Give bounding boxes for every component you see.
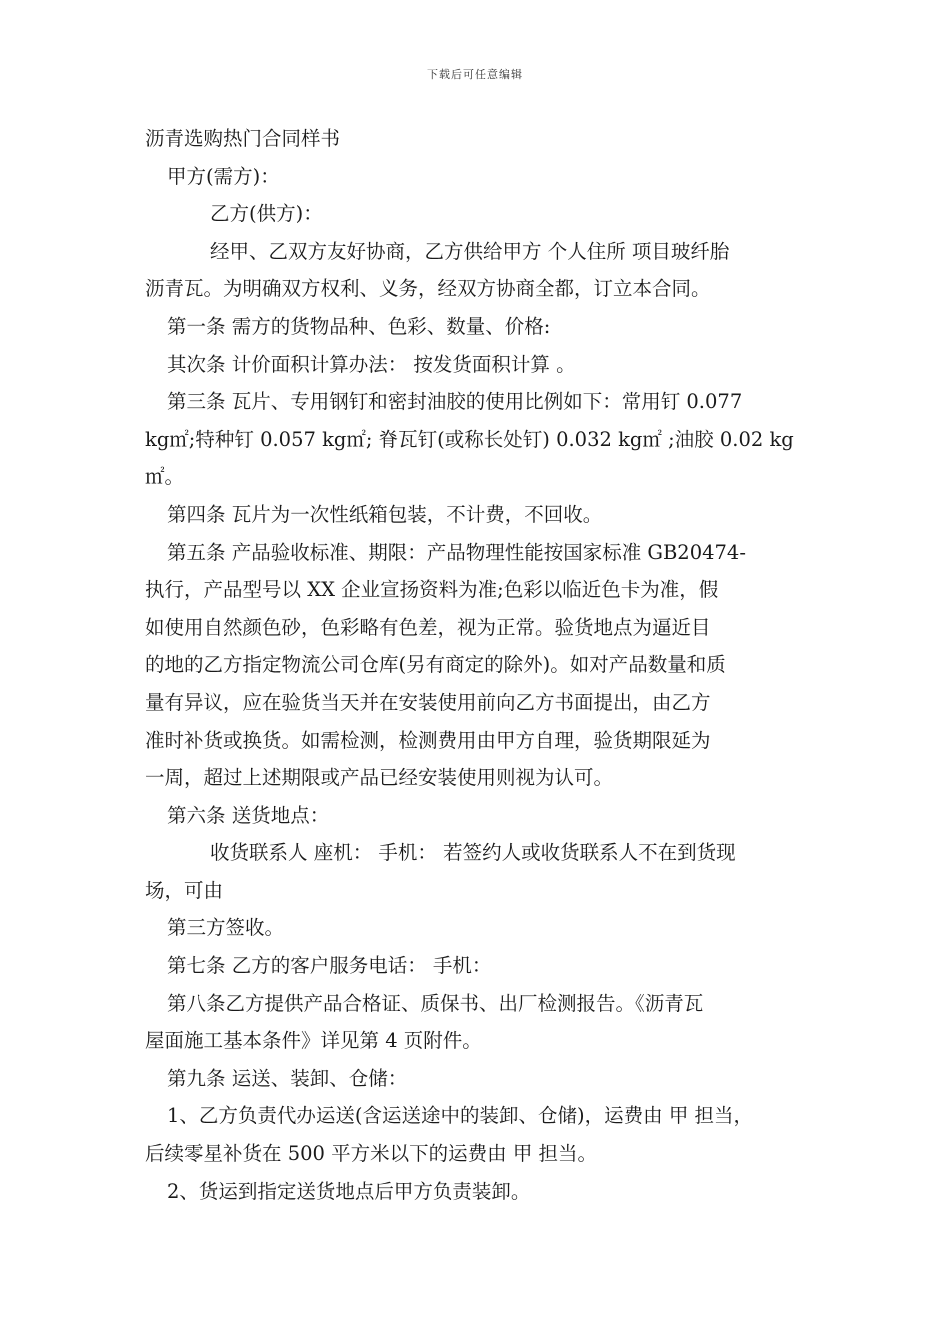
paragraph-line: 经甲、乙双方友好协商，乙方供给甲方 个人住所 项目玻纤胎 bbox=[210, 239, 730, 263]
clause-7-line: 第七条 乙方的客户服务电话： 手机： bbox=[167, 954, 492, 978]
clause-4-line: 第四条 瓦片为一次性纸箱包装，不计费，不回收。 bbox=[167, 502, 603, 526]
paragraph-line: 量有异议，应在验货当天并在安装使用前向乙方书面提出，由乙方 bbox=[145, 690, 711, 714]
clause-9-line: 第九条 运送、装卸、仓储： bbox=[167, 1066, 408, 1090]
paragraph-line: 第三方签收。 bbox=[167, 916, 285, 940]
paragraph-line: 后续零星补货在 500 平方米以下的运费由 甲 担当。 bbox=[145, 1142, 598, 1166]
paragraph-line: ㎡。 bbox=[145, 465, 185, 489]
paragraph-line: 准时补货或换货。如需检测，检测费用由甲方自理，验货期限延为 bbox=[145, 728, 711, 752]
paragraph-line: 如使用自然颜色砂，色彩略有色差，视为正常。验货地点为逼近目 bbox=[145, 615, 711, 639]
party-b-line: 乙方(供方)： bbox=[210, 202, 323, 226]
paragraph-line: 执行，产品型号以 XX 企业宣扬资料为准;色彩以临近色卡为准，假 bbox=[145, 578, 719, 602]
paragraph-line: 场，可由 bbox=[145, 878, 224, 902]
paragraph-line: kg㎡;特种钉 0.057 kg㎡; 脊瓦钉(或称长处钉) 0.032 kg㎡ ;油胶 0.02 kg bbox=[145, 427, 794, 451]
party-a-line: 甲方(需方)： bbox=[167, 164, 280, 188]
paragraph-line: 一周，超过上述期限或产品已经安装使用则视为认可。 bbox=[145, 766, 614, 790]
paragraph-line: 收货联系人 座机： 手机： 若签约人或收货联系人不在到货现 bbox=[210, 841, 736, 865]
list-item-line: 1、乙方负责代办运送(含运送途中的装卸、仓储)，运费由 甲 担当， bbox=[167, 1104, 754, 1128]
clause-3-line: 第三条 瓦片、专用钢钉和密封油胶的使用比例如下：常用钉 0.077 bbox=[167, 390, 743, 414]
document-body bbox=[145, 120, 810, 1210]
clause-2-line: 其次条 计价面积计算办法： 按发货面积计算 。 bbox=[167, 352, 576, 376]
clause-5-line: 第五条 产品验收标准、期限：产品物理性能按国家标准 GB20474- bbox=[167, 540, 746, 564]
document-title: 沥青选购热门合同样书 bbox=[145, 127, 341, 150]
page-header-note: 下载后可任意编辑 bbox=[427, 68, 523, 81]
clause-8-line: 第八条乙方提供产品合格证、质保书、出厂检测报告。《沥青瓦 bbox=[167, 991, 704, 1015]
paragraph-line: 的地的乙方指定物流公司仓库(另有商定的除外)。如对产品数量和质 bbox=[145, 653, 726, 677]
list-item-line: 2、货运到指定送货地点后甲方负责装卸。 bbox=[167, 1179, 531, 1203]
clause-1-line: 第一条 需方的货物品种、色彩、数量、价格: bbox=[167, 314, 551, 338]
paragraph-line: 屋面施工基本条件》详见第 4 页附件。 bbox=[145, 1029, 482, 1053]
paragraph-line: 沥青瓦。为明确双方权利、义务，经双方协商全都，订立本合同。 bbox=[145, 277, 711, 301]
clause-6-line: 第六条 送货地点： bbox=[167, 803, 330, 827]
